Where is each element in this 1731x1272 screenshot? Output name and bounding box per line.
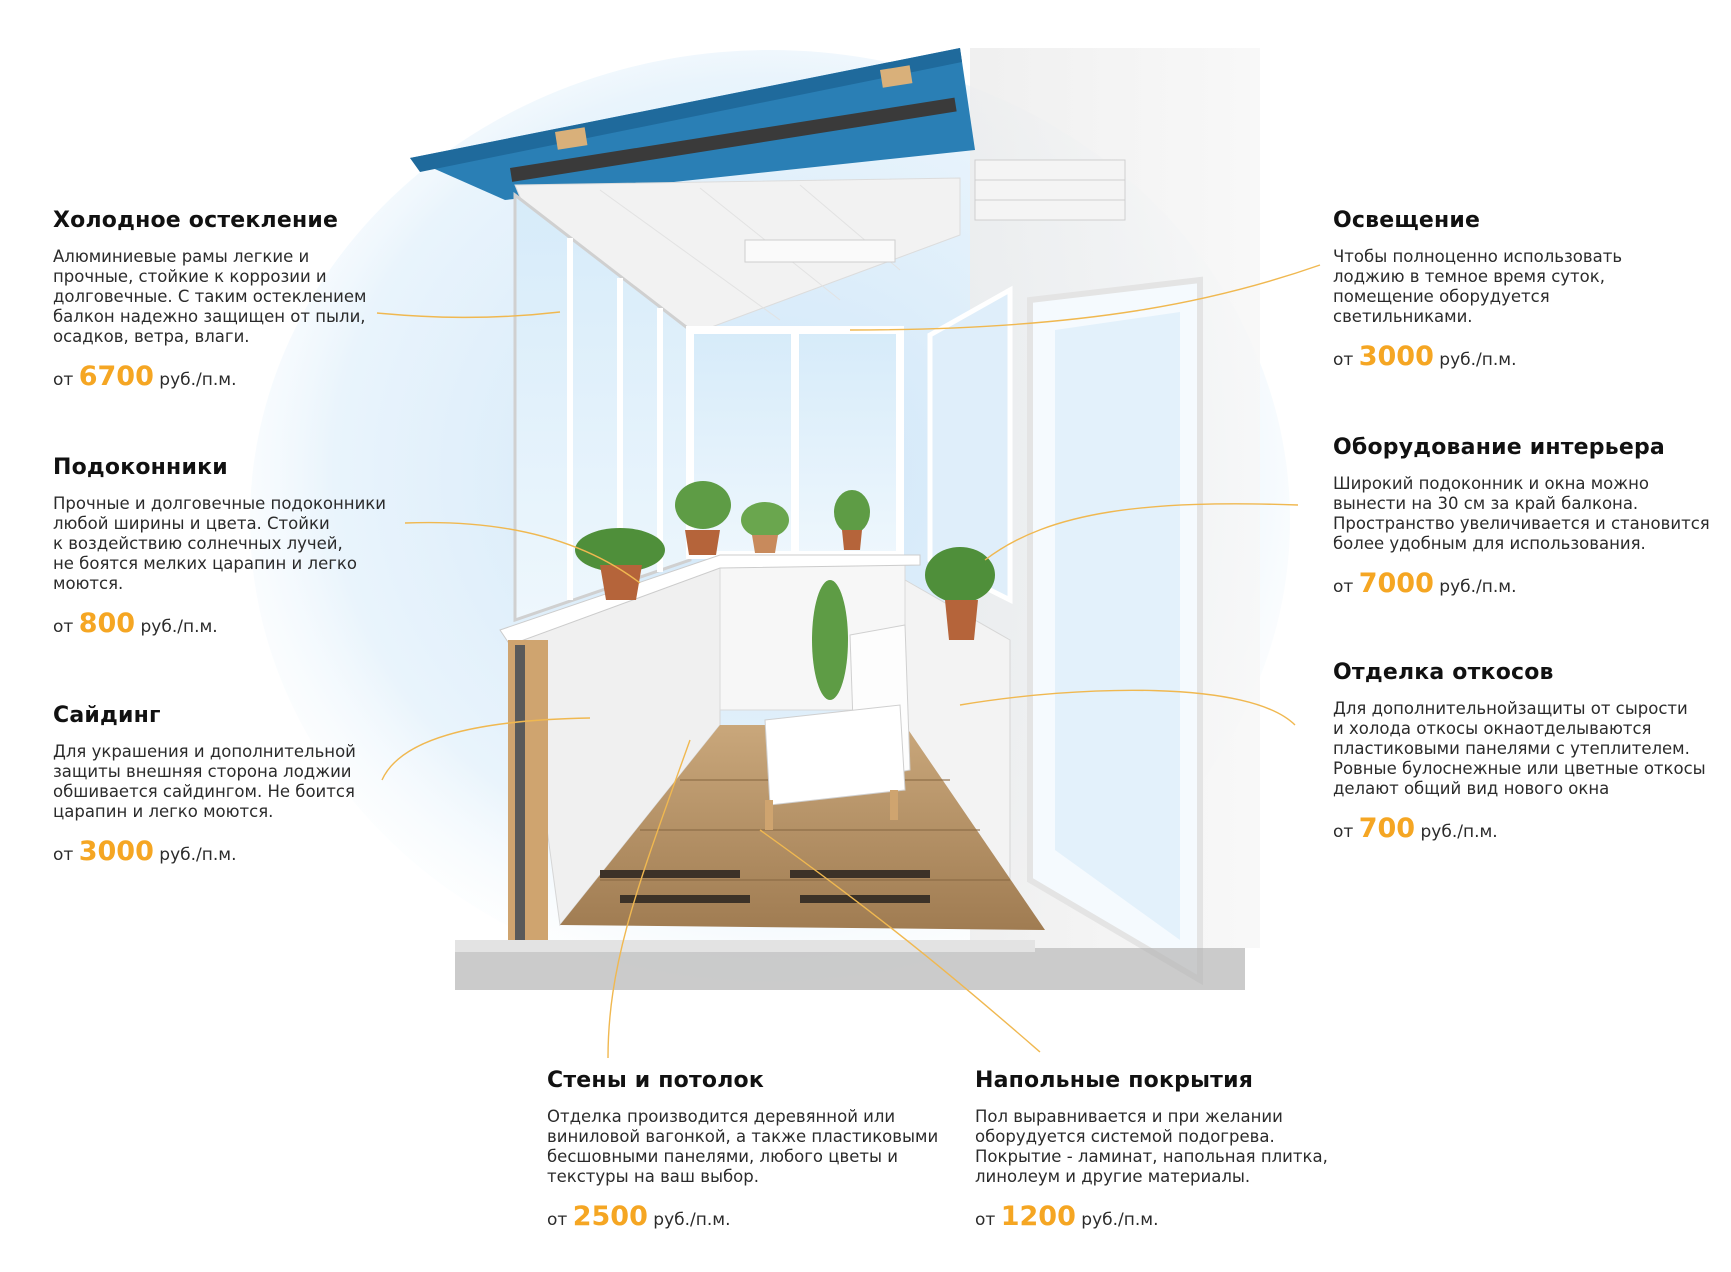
block-siding: [53, 703, 393, 867]
block-title: Напольные покрытия: [975, 1068, 1254, 1093]
block-cold-glazing: [53, 208, 393, 392]
block-text: Прочные и долговечные подоконники любой ширины и цвета. Стойки к воздействию солнечных лучей, не боятся мелких царапин и легко моются.: [53, 494, 386, 594]
price-unit: руб./п.м.: [1420, 822, 1498, 843]
block-interior: [1333, 435, 1723, 599]
price-value: 700: [1358, 813, 1416, 845]
price-prefix: от: [1333, 822, 1354, 843]
block-lighting: [1333, 208, 1663, 372]
price-value: 1200: [1000, 1201, 1076, 1233]
price-unit: руб./п.м.: [1081, 1210, 1159, 1231]
foundation: [455, 948, 1245, 990]
block-text: Пол выравнивается и при желании оборудуется системой подогрева. Покрытие - ламинат, напольная плитка, линолеум и другие материалы.: [975, 1107, 1328, 1187]
price-value: 3000: [1358, 341, 1434, 373]
siding-frame: [508, 640, 548, 945]
block-slopes: [1333, 660, 1723, 844]
price-value: 2500: [572, 1201, 648, 1233]
block-text: Чтобы полноценно использовать лоджию в темное время суток, помещение оборудуется светильниками.: [1333, 247, 1623, 327]
block-title: Освещение: [1333, 208, 1481, 233]
block-price: [975, 1201, 1355, 1232]
block-title: Сайдинг: [53, 703, 161, 728]
block-price: [53, 361, 393, 392]
block-text: Широкий подоконник и окна можно вынести на 30 см за край балкона. Пространство увеличивается и становится более удобным для использования.: [1333, 474, 1710, 554]
price-prefix: от: [1333, 577, 1354, 598]
price-unit: руб./п.м.: [140, 617, 218, 638]
block-floor: [975, 1068, 1355, 1232]
block-text: Алюминиевые рамы легкие и прочные, стойкие к коррозии и долговечные. С таким остеклением балкон надежно защищен от пыли, осадков, ветра, влаги.: [53, 247, 367, 347]
block-text: Отделка производится деревянной или виниловой вагонкой, а также пластиковыми бесшовными панелями, любого цветы и текстуры на ваш выбор.: [547, 1107, 939, 1187]
brick-band: [975, 160, 1125, 220]
block-windowsills: [53, 455, 403, 639]
block-walls: [547, 1068, 957, 1232]
price-prefix: от: [547, 1210, 568, 1231]
block-text: Для украшения и дополнительной защиты внешняя сторона лоджии обшивается сайдингом. Не боится царапин и легко моются.: [53, 742, 356, 822]
block-title: Холодное остекление: [53, 208, 339, 233]
block-title: Подоконники: [53, 455, 228, 480]
price-value: 3000: [78, 836, 154, 868]
price-unit: руб./п.м.: [1439, 350, 1517, 371]
ceiling-lamp: [745, 240, 895, 262]
block-price: [53, 836, 393, 867]
price-value: 7000: [1358, 568, 1434, 600]
price-value: 6700: [78, 361, 154, 393]
price-value: 800: [78, 608, 136, 640]
block-price: [1333, 568, 1723, 599]
block-price: [53, 608, 403, 639]
price-prefix: от: [53, 617, 74, 638]
price-unit: руб./п.м.: [159, 370, 237, 391]
block-text: Для дополнительнойзащиты от сырости и холода откосы окнаотделываются пластиковыми панелями с утеплителем. Ровные булоснежные или цветные откосы делают общий вид нового окна: [1333, 699, 1706, 799]
price-prefix: от: [53, 370, 74, 391]
price-prefix: от: [975, 1210, 996, 1231]
block-title: Оборудование интерьера: [1333, 435, 1665, 460]
plant-floor: [812, 580, 848, 700]
price-prefix: от: [53, 845, 74, 866]
block-title: Стены и потолок: [547, 1068, 764, 1093]
block-price: [547, 1201, 957, 1232]
price-unit: руб./п.м.: [1439, 577, 1517, 598]
block-title: Отделка откосов: [1333, 660, 1554, 685]
price-prefix: от: [1333, 350, 1354, 371]
price-unit: руб./п.м.: [653, 1210, 731, 1231]
price-unit: руб./п.м.: [159, 845, 237, 866]
block-price: [1333, 341, 1663, 372]
block-price: [1333, 813, 1723, 844]
